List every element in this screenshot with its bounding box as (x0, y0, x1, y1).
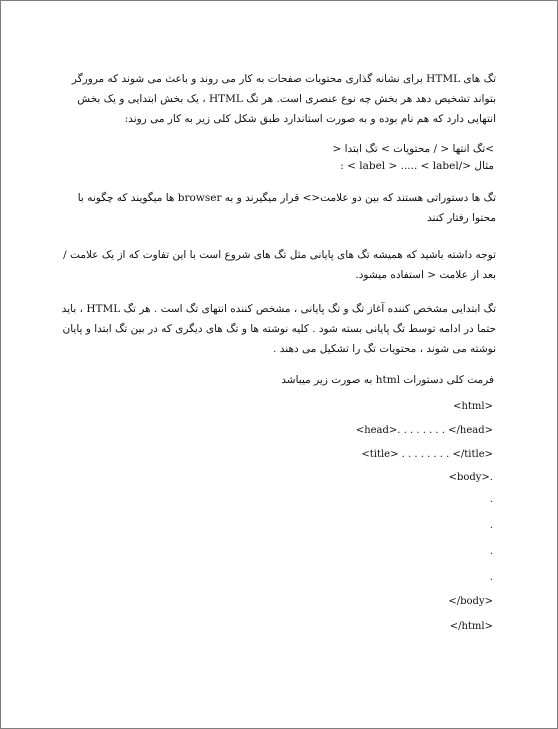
format-heading: فرمت کلی دستورات html به صورت زیر میباشد (281, 374, 494, 386)
start-end-tag-paragraph: تگ ابتدایی مشخص کننده آغاز تگ و تگ پایانی ، مشخص کننده انتهای تگ است . هر تگ HTML ، باید حتما در ادامه توسط تگ پایانی بسته شود . کلیه نوشته ها و تگ های دیگری که در بین تگ ابتدا و پایان نوشته می شوند ، محتویات تگ را تشکیل می دهند . (61, 303, 496, 355)
code-line-dot: . (489, 572, 493, 583)
intro-paragraph: تگ های HTML برای نشانه گذاری محتویات صفحات به کار می روند و باعث می شوند که مرورگر بتواند تشخیص دهد هر بخش چه نوع عنصری است. هر تگ HTML ، یک بخش ابتدایی و یک بخش انتهایی دارد که هم نام بوده و به صورت استاندارد طبق شکل کلی زیر به کار می روند: (71, 73, 496, 125)
closing-tag-paragraph: توجه داشته باشید که همیشه تگ های پایانی مثل تگ های شروع است با این تفاوت که از یک علامت / بعد از علامت < استفاده میشود. (63, 249, 496, 281)
code-line-dot: . (489, 546, 493, 557)
example-line: مثال </label > ..... < label > : (340, 160, 494, 172)
code-line-body-close: </body> (448, 596, 493, 607)
tag-syntax-line: >تگ انتها < / محتویات > تگ ابتدا < (332, 143, 494, 155)
code-line-dot: . (489, 494, 493, 505)
code-line-head: <head>. . . . . . . . </head> (355, 425, 493, 436)
code-line-html-close: </html> (449, 621, 493, 632)
code-line-title: <title> . . . . . . . . </title> (361, 449, 493, 460)
code-line-body-open: <body>. (448, 472, 493, 483)
code-line-dot: . (489, 520, 493, 531)
browser-paragraph: تگ ها دستوراتی هستند که بین دو علامت<> قرار میگیرند و به browser ها میگویند که چگونه با محتوا رفتار کنند (77, 192, 496, 224)
code-line-html-open: <html> (453, 401, 493, 412)
